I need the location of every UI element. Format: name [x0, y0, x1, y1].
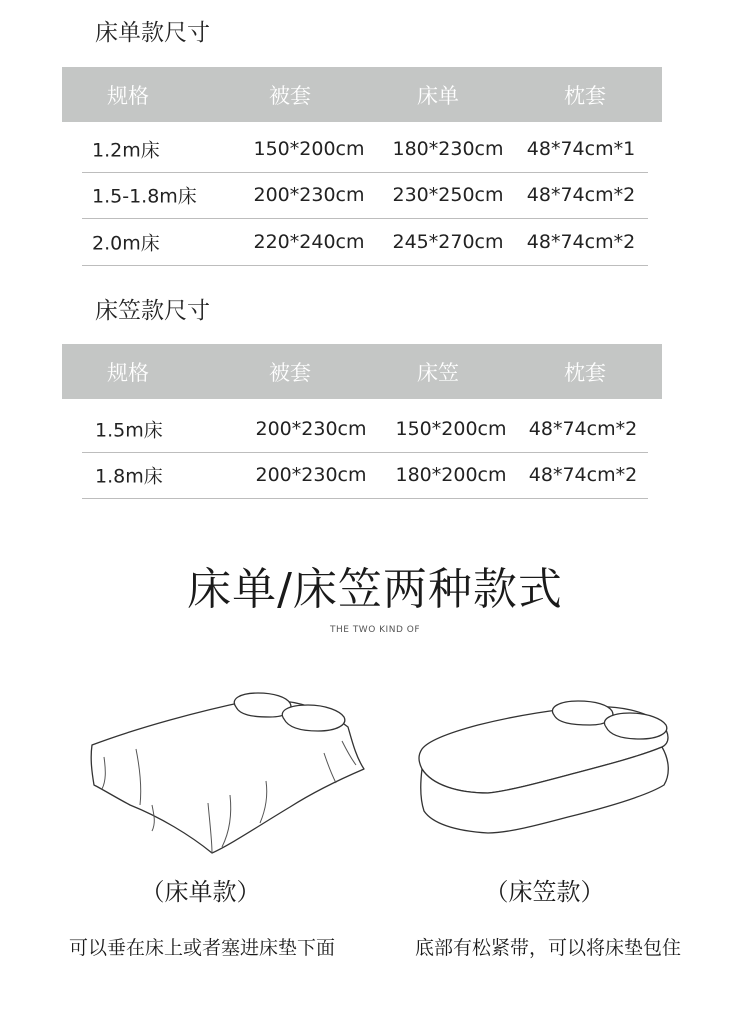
fitted-size-title: 床笠款尺寸 [95, 298, 210, 324]
cell-pillowcase: 48*74cm*2 [526, 184, 636, 206]
table-row [82, 219, 648, 266]
cell-fitted-sheet: 150*200cm [395, 418, 507, 440]
fitted-sheet-bed-illustration [408, 695, 678, 840]
styles-title: 床单/床笠两种款式 [187, 564, 563, 615]
cell-duvet: 200*230cm [255, 418, 367, 440]
header-sheet: 床单 [417, 83, 459, 108]
cell-spec: 1.8m床 [95, 465, 163, 488]
cell-spec: 2.0m床 [92, 232, 160, 255]
sheet-style-description: 可以垂在床上或者塞进床垫下面 [68, 937, 335, 959]
sheet-table-header [62, 67, 662, 122]
cell-duvet: 150*200cm [253, 138, 365, 160]
cell-pillowcase: 48*74cm*2 [528, 464, 638, 486]
header-pillowcase: 枕套 [564, 83, 606, 108]
fitted-table-header [62, 344, 662, 399]
header-duvet: 被套 [269, 360, 311, 385]
cell-sheet: 180*230cm [392, 138, 504, 160]
cell-fitted-sheet: 180*200cm [395, 464, 507, 486]
table-row [82, 126, 648, 173]
header-pillowcase: 枕套 [564, 360, 606, 385]
fitted-style-description: 底部有松紧带，可以将床垫包住 [414, 937, 681, 959]
header-duvet: 被套 [269, 83, 311, 108]
cell-sheet: 245*270cm [392, 231, 504, 253]
header-fitted-sheet: 床笠 [417, 360, 459, 385]
cell-pillowcase: 48*74cm*2 [526, 231, 636, 253]
header-spec: 规格 [107, 83, 149, 108]
table-row [82, 406, 648, 453]
fitted-style-caption: （床笠款） [484, 878, 605, 906]
sheet-style-caption: （床单款） [140, 878, 261, 906]
table-row [82, 172, 648, 219]
cell-pillowcase: 48*74cm*1 [526, 138, 636, 160]
cell-duvet: 220*240cm [253, 231, 365, 253]
cell-spec: 1.5m床 [95, 419, 163, 442]
cell-spec: 1.2m床 [92, 139, 160, 162]
cell-pillowcase: 48*74cm*2 [528, 418, 638, 440]
cell-spec: 1.5-1.8m床 [92, 185, 197, 208]
flat-sheet-bed-illustration [80, 685, 370, 860]
cell-duvet: 200*230cm [255, 464, 367, 486]
table-row [82, 452, 648, 499]
sheet-size-title: 床单款尺寸 [95, 20, 210, 46]
cell-duvet: 200*230cm [253, 184, 365, 206]
cell-sheet: 230*250cm [392, 184, 504, 206]
header-spec: 规格 [107, 360, 149, 385]
styles-subtitle: THE TWO KIND OF [330, 625, 420, 635]
